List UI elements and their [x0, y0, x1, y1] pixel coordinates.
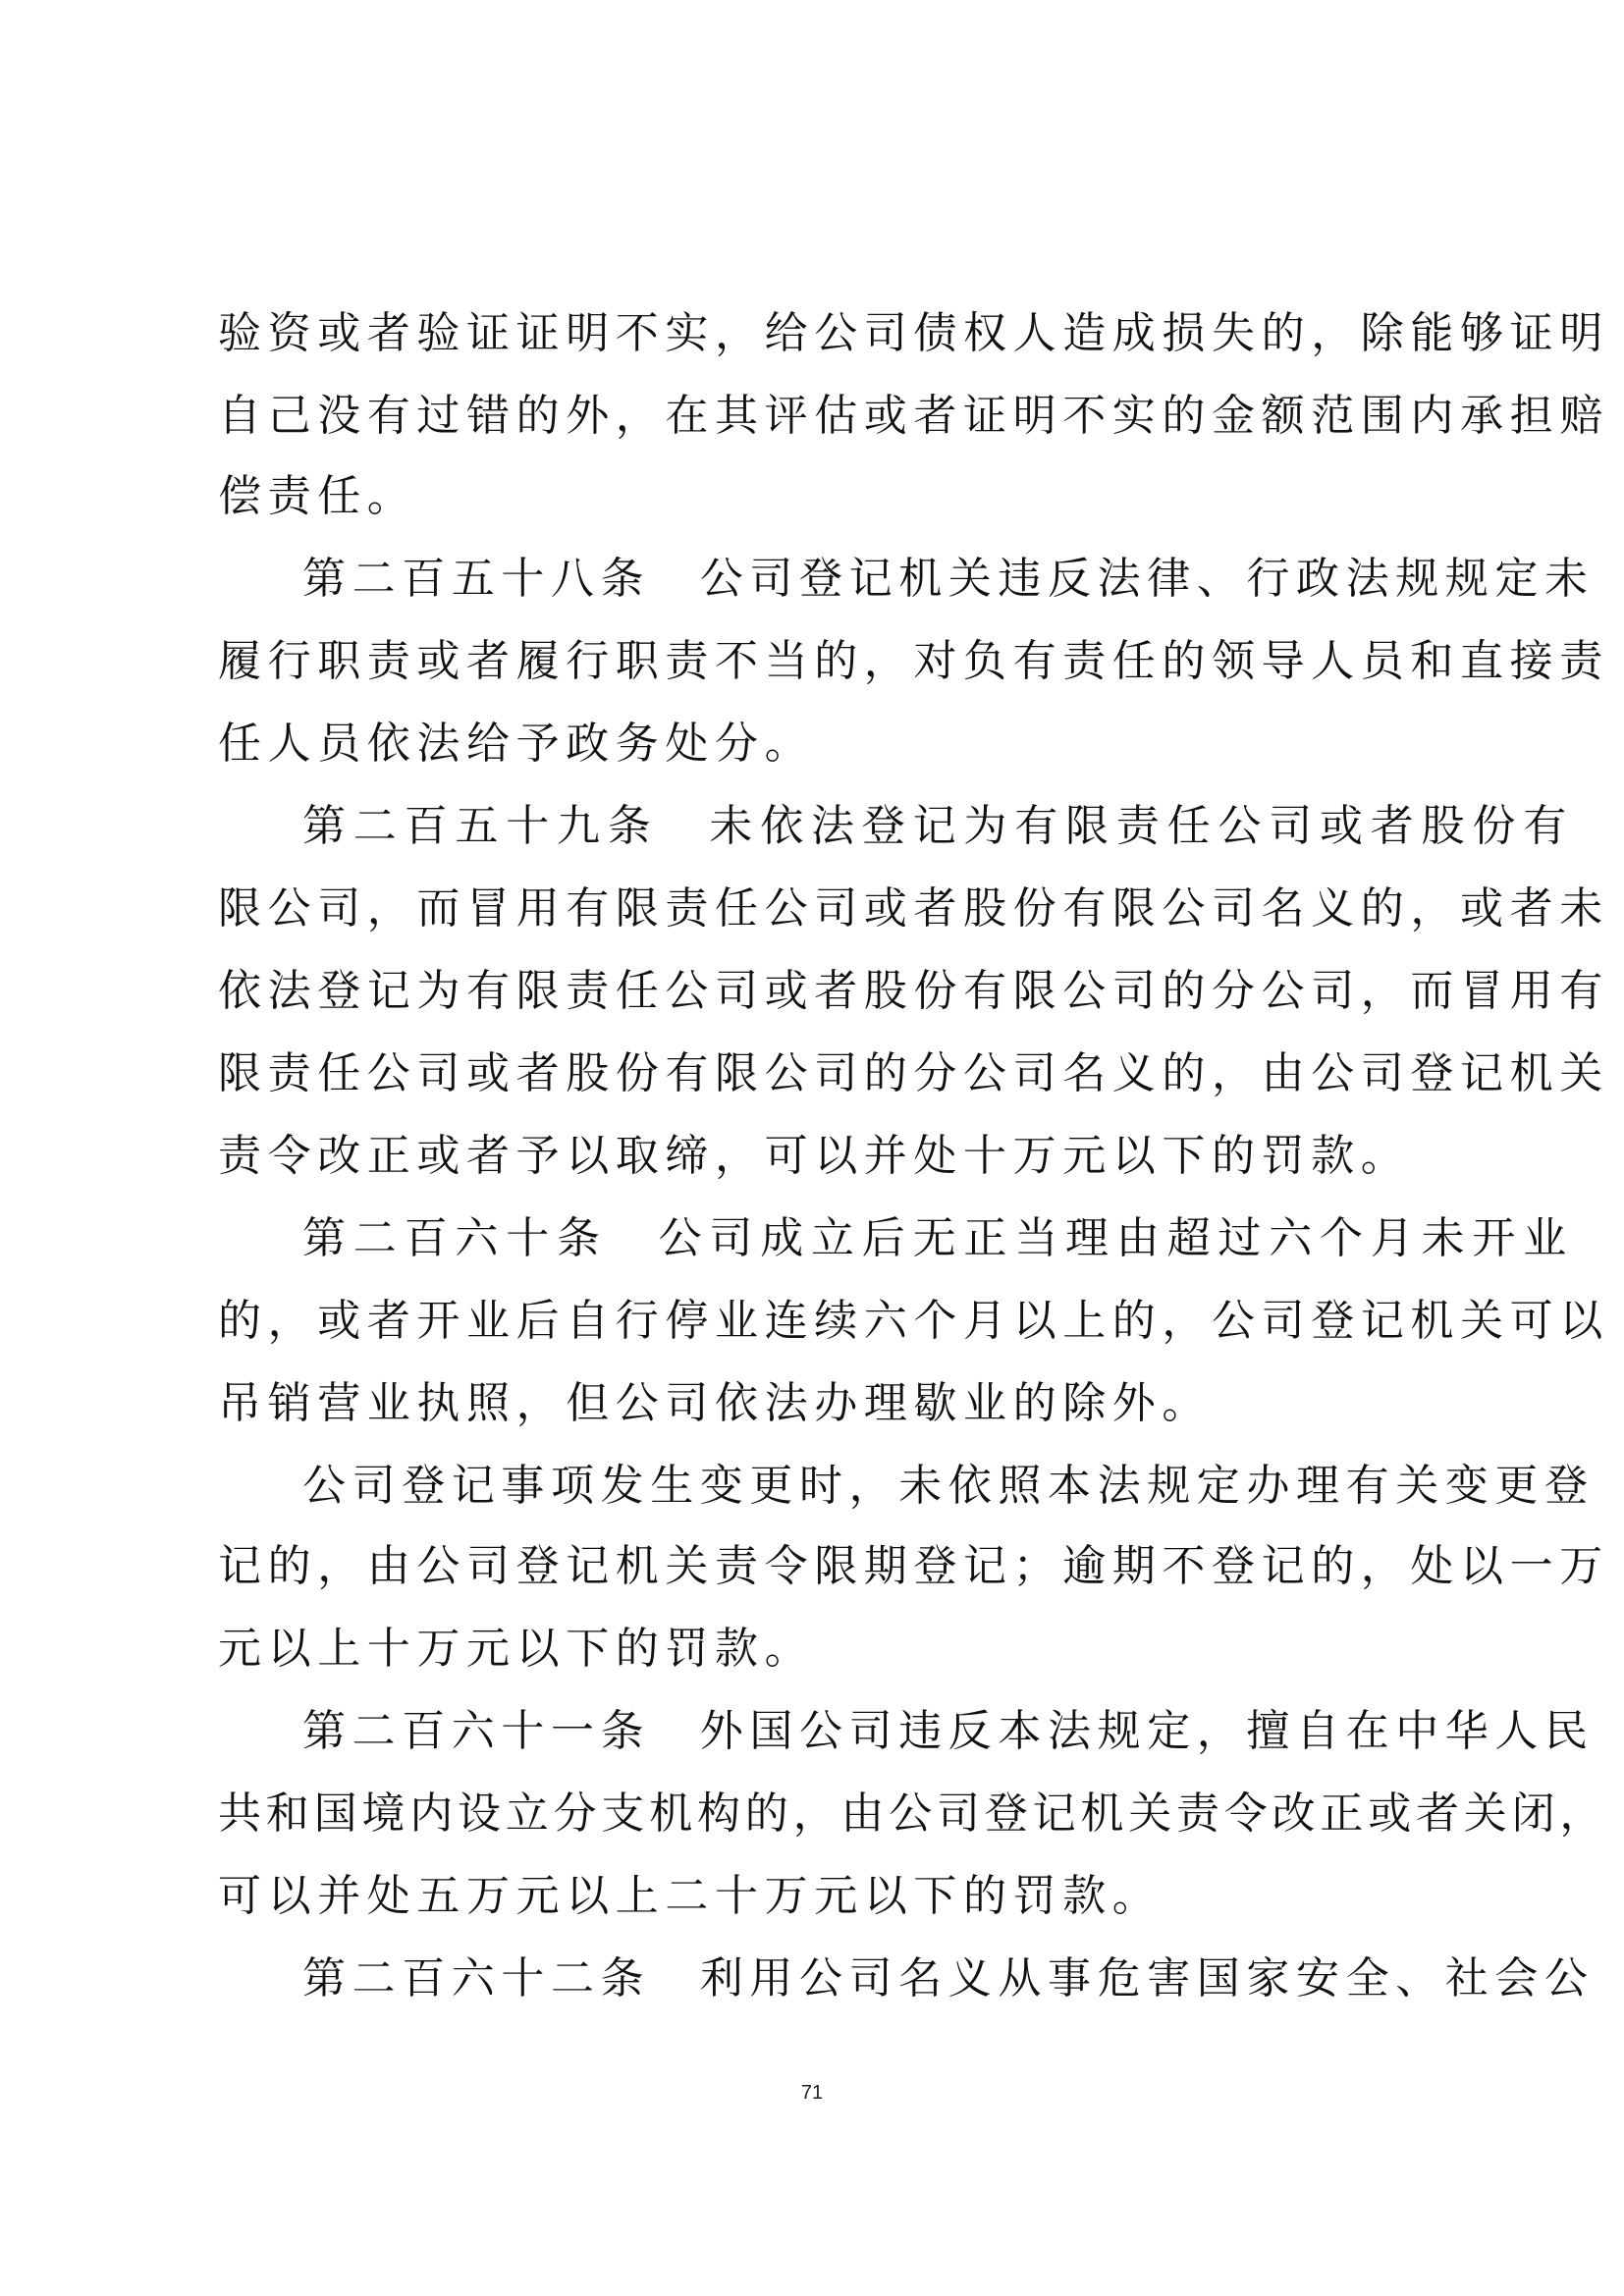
text-line: [0, 632, 1624, 691]
text-line: [0, 1867, 1624, 1926]
text-line: [0, 1537, 1624, 1596]
text-line: [0, 797, 1624, 856]
text-line: [0, 1620, 1624, 1679]
text-line: [0, 467, 1624, 526]
text-line-content: 第二百六十条 公司成立后无正当理由超过六个月未开业: [302, 1213, 1574, 1263]
text-line: [0, 1292, 1624, 1351]
text-line-content: 限公司，而冒用有限责任公司或者股份有限公司名义的，或者未: [218, 883, 1609, 934]
text-line-content: 可以并处五万元以上二十万元以下的罚款。: [218, 1871, 1163, 1921]
text-line-content: 吊销营业执照，但公司依法办理歇业的除外。: [218, 1378, 1212, 1428]
text-line: [0, 1949, 1624, 2008]
text-line: [0, 1785, 1624, 1843]
text-line-content: 偿责任。: [218, 471, 417, 521]
text-line-content: 依法登记为有限责任公司或者股份有限公司的分公司，而冒用有: [218, 966, 1609, 1016]
text-line: [0, 1457, 1624, 1516]
text-line-content: 履行职责或者履行职责不当的，对负有责任的领导人员和直接责: [218, 636, 1609, 686]
page-number: 71: [800, 2082, 824, 2104]
text-line: [0, 550, 1624, 609]
text-line-content: 元以上十万元以下的罚款。: [218, 1624, 815, 1674]
text-line-content: 的，或者开业后自行停业连续六个月以上的，公司登记机关可以: [218, 1296, 1609, 1346]
text-line-content: 任人员依法给予政务处分。: [218, 719, 815, 769]
text-line-content: 第二百五十九条 未依法登记为有限责任公司或者股份有: [302, 801, 1574, 851]
text-line: [0, 387, 1624, 446]
text-line: [0, 1127, 1624, 1186]
text-line: [0, 962, 1624, 1021]
text-line-content: 第二百六十二条 利用公司名义从事危害国家安全、社会公: [302, 1953, 1595, 2003]
text-line-content: 共和国境内设立分支机构的，由公司登记机关责令改正或者关闭，: [218, 1789, 1608, 1839]
text-line: [0, 1044, 1624, 1103]
text-line-content: 公司登记事项发生变更时，未依照本法规定办理有关变更登: [302, 1461, 1595, 1511]
text-line-content: 第二百五十八条 公司登记机关违反法律、行政法规规定未: [302, 554, 1595, 604]
text-line: [0, 880, 1624, 938]
text-line: [0, 1374, 1624, 1433]
text-line: [0, 1702, 1624, 1761]
text-line: [0, 715, 1624, 774]
text-line-content: 验资或者验证证明不实，给公司债权人造成损失的，除能够证明: [218, 308, 1609, 358]
text-line-content: 责令改正或者予以取缔，可以并处十万元以下的罚款。: [218, 1131, 1411, 1181]
text-line-content: 自己没有过错的外，在其评估或者证明不实的金额范围内承担赔: [218, 391, 1609, 441]
text-line: [0, 1209, 1624, 1268]
text-line-content: 第二百六十一条 外国公司违反本法规定，擅自在中华人民: [302, 1706, 1595, 1756]
text-line-content: 记的，由公司登记机关责令限期登记；逾期不登记的，处以一万: [218, 1541, 1609, 1591]
text-line-content: 限责任公司或者股份有限公司的分公司名义的，由公司登记机关: [218, 1048, 1609, 1098]
text-line: [0, 304, 1624, 363]
